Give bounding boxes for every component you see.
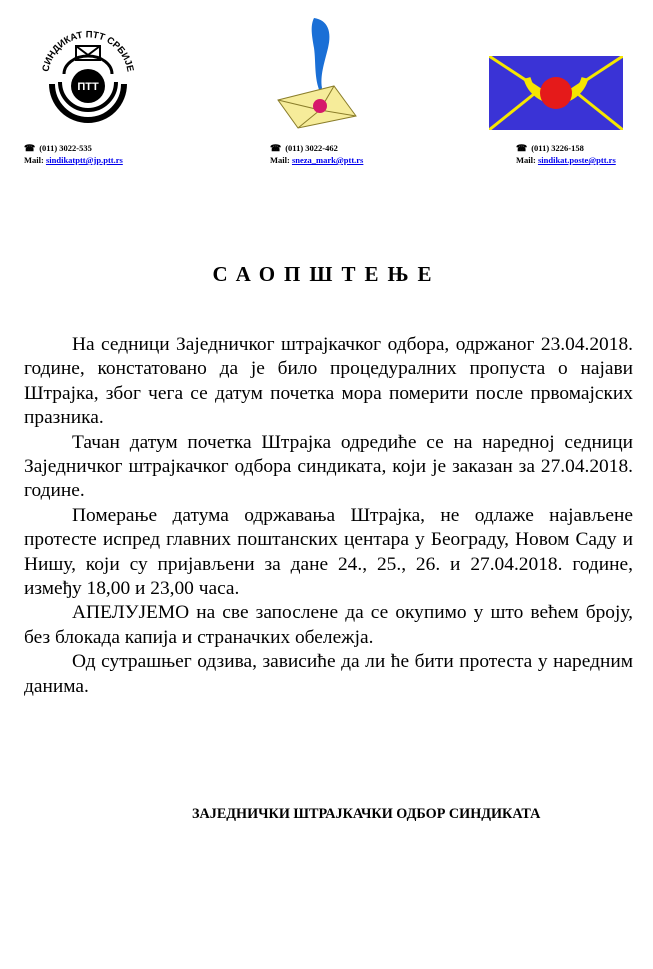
sindikat-ptt-emblem-icon (34, 24, 142, 132)
mail-link[interactable]: sindikatptt@jp.ptt.rs (45, 155, 123, 165)
paragraph: Од сутрашњег одзива, зависиће да ли ће бити протеста у наредним данима. (24, 651, 633, 697)
contact-block-1 (24, 142, 123, 166)
phone-icon: ☎ (270, 143, 282, 153)
sindikat-ptt-logo (34, 24, 142, 132)
paragraph: АПЕЛУЈЕМО на све запослене да се окупимо у што већем броју, без блокада капија и страначких обележја. (24, 602, 633, 648)
mail-label: Mail: (270, 155, 290, 165)
svg-text:СИНДИКАТ ПТТ СРБИЈЕ: СИНДИКАТ ПТТ СРБИЈЕ (40, 29, 136, 73)
quill-envelope-icon (270, 14, 370, 132)
mail-label: Mail: (516, 155, 536, 165)
contact-block-3 (516, 142, 616, 166)
quill-envelope-logo (270, 14, 370, 132)
mail-label: Mail: (24, 155, 44, 165)
post-horn-envelope-logo (489, 56, 623, 130)
document-title: САОПШТЕЊЕ (212, 262, 441, 286)
mail-link[interactable]: sindikat.poste@ptt.rs (537, 155, 616, 165)
paragraph: Померање датума одржавања Штрајка, не одлаже најављене протесте испред главних поштанских центара у Београду, Новом Саду и Нишу, који су пријављени за дане 24., 25., 26. и 27.04.2018. године, између 18,00 и 23,00 часа. (24, 504, 633, 600)
signature: ЗАЈЕДНИЧКИ ШТРАЈКАЧКИ ОДБОР СИНДИКАТА (192, 806, 541, 822)
phone-icon: ☎ (24, 143, 36, 153)
paragraph: На седници Заједничког штрајкачког одбора, одржаног 23.04.2018. године, констатовано да је било процедуралних пропуста о најави Штрајка, због чега се датум почетка мора померити после првомајских празника. (24, 334, 633, 429)
mail-link[interactable]: sneza_mark@ptt.rs (291, 155, 364, 165)
phone-icon: ☎ (516, 143, 528, 153)
contact-phone: (011) 3226-158 (531, 143, 584, 153)
paragraph: Тачан датум почетка Штрајка одредиће се на наредној седници Заједничког штрајкачког одбора синдиката, који је заказан за 27.04.2018. године. (24, 431, 633, 502)
document-body (24, 333, 633, 699)
post-horn-envelope-icon (489, 56, 623, 130)
contact-block-2 (270, 142, 363, 166)
svg-text:ПТТ: ПТТ (77, 81, 99, 93)
contact-phone: (011) 3022-535 (39, 143, 92, 153)
contact-phone: (011) 3022-462 (285, 143, 338, 153)
